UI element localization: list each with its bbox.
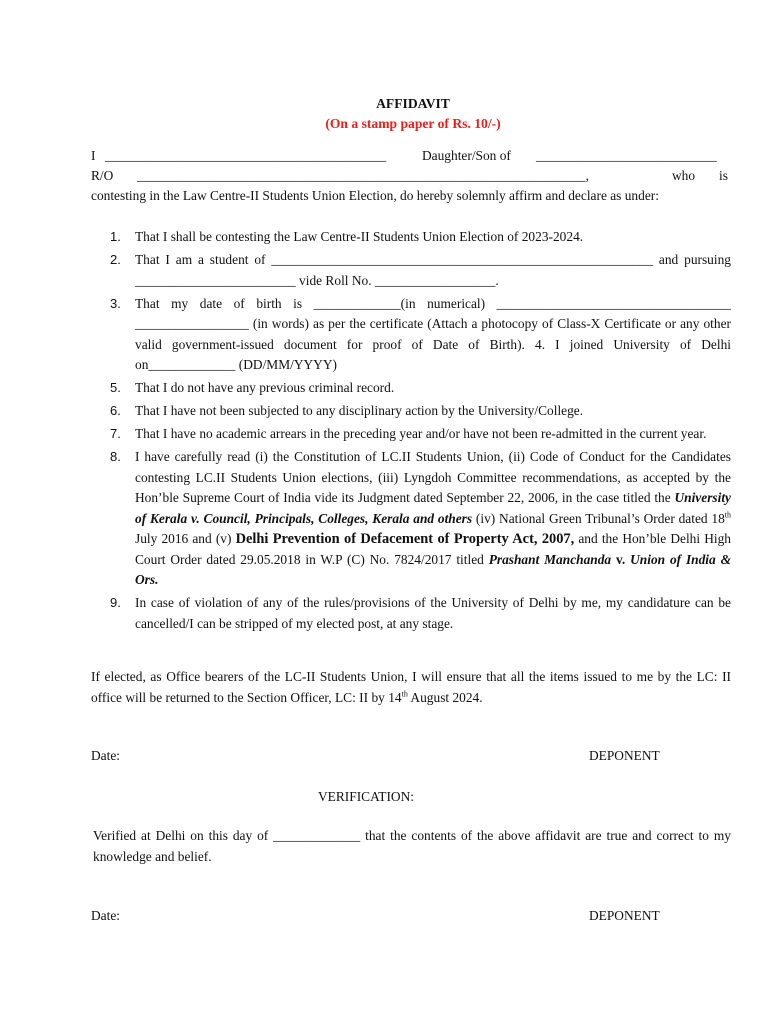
case-party-2: Union of India & Ors. [135, 551, 731, 587]
list-item [91, 593, 731, 634]
elected-text-end: August 2024. [407, 689, 483, 705]
who-word: who [672, 168, 696, 183]
point-text: That I shall be contesting the Law Centre-II Students Union Election of 2023-2024. [135, 229, 584, 244]
deponent-label: DEPONENT [589, 748, 660, 763]
is-word: is [719, 168, 728, 183]
item-number: 1. [110, 229, 121, 244]
residence-blank: ___________________________________________________________________, [137, 168, 589, 183]
declaration-list [91, 227, 731, 637]
item-number: 6. [110, 403, 121, 418]
point-text: In case of violation of any of the rules/provisions of the University of Delhi by me, my candidature can be cancelled/I can be stripped of my elected post, at any stage. [135, 595, 731, 631]
point-text: That I am a student of _________________________________________________________ and pursuing ________________________ vide Roll No. __________________. [135, 252, 731, 288]
list-item [91, 250, 731, 291]
list-item [91, 294, 731, 376]
list-item [91, 424, 731, 445]
case-title-kerala: University of Kerala v. Council, Principals, Colleges, Kerala and others [135, 490, 731, 526]
point-text-part: and the Hon’ble Delhi High Court Order dated 29.05.2018 in W.P (C) No. 7824/2017 titled [135, 531, 731, 567]
intro-pronoun: I [91, 148, 96, 163]
list-item [91, 378, 731, 399]
item-number: 3. [110, 295, 121, 311]
document-title: AFFIDAVIT [376, 96, 450, 111]
elected-paragraph [91, 667, 731, 708]
date-label: Date: [91, 908, 120, 923]
date-label: Date: [91, 748, 120, 763]
list-item [91, 401, 731, 422]
point-text: That my date of birth is _____________(in numerical) ___________________________________ _________________ (in words) as per the certificate (Attach a photocopy of Class-X Certificate or any other valid government-issued document for proof of Date of Birth). 4. I joined University of Delhi on_____________ (DD/MM/YYYY) [135, 295, 731, 372]
ordinal-suffix: th [401, 689, 408, 699]
deponent-label: DEPONENT [589, 908, 660, 923]
point-text-part: July 2016 and (v) [135, 531, 236, 546]
list-item [91, 447, 731, 591]
name-blank: __________________________________________ [105, 148, 387, 163]
point-text: That I have not been subjected to any disciplinary action by the University/College. [135, 403, 584, 418]
case-versus: v. [611, 551, 631, 567]
verification-title: VERIFICATION: [318, 789, 414, 804]
list-item [91, 227, 731, 248]
item-number: 5. [110, 380, 121, 395]
point-text [135, 449, 731, 587]
case-party-1: Prashant Manchanda [488, 551, 612, 567]
item-number: 2. [110, 252, 121, 267]
item-number: 9. [110, 595, 121, 610]
point-text: That I do not have any previous criminal record. [135, 380, 395, 395]
verification-text: Verified at Delhi on this day of _____________ that the contents of the above affidavit are true and correct to my knowledge and belief. [93, 828, 731, 864]
point-text: That I have no academic arrears in the preceding year and/or have not been re-admitted in the current year. [135, 426, 707, 441]
relation-label: Daughter/Son of [422, 148, 511, 163]
point-text-part: (iv) National Green Tribunal’s Order dated 18 [472, 510, 725, 526]
elected-text: If elected, as Office bearers of the LC-II Students Union, I will ensure that all the items issued to me by the LC: II office will be returned to the Section Officer, LC: II by 14 [91, 669, 731, 705]
item-number: 8. [110, 449, 121, 464]
ordinal-suffix: th [724, 510, 732, 520]
document-subtitle: (On a stamp paper of Rs. 10/-) [325, 116, 501, 131]
item-number: 7. [110, 426, 121, 441]
residence-label: R/O [91, 168, 114, 183]
parent-name-blank: ___________________________ [536, 148, 717, 163]
act-title: Delhi Prevention of Defacement of Property Act, 2007, [235, 531, 575, 547]
intro-line-3: contesting in the Law Centre-II Students Union Election, do hereby solemnly affirm and declare as under: [91, 188, 659, 203]
point-text-part: I have carefully read (i) the Constitution of LC.II Students Union, (ii) Code of Conduct for the Candidates contesting LC.II Students Union elections, (iii) Lyngdoh Committee recommendations, as accepted by the Hon’ble Supreme Court of India vide its Judgment dated September 22, 2006, in the case titled the [135, 449, 731, 505]
